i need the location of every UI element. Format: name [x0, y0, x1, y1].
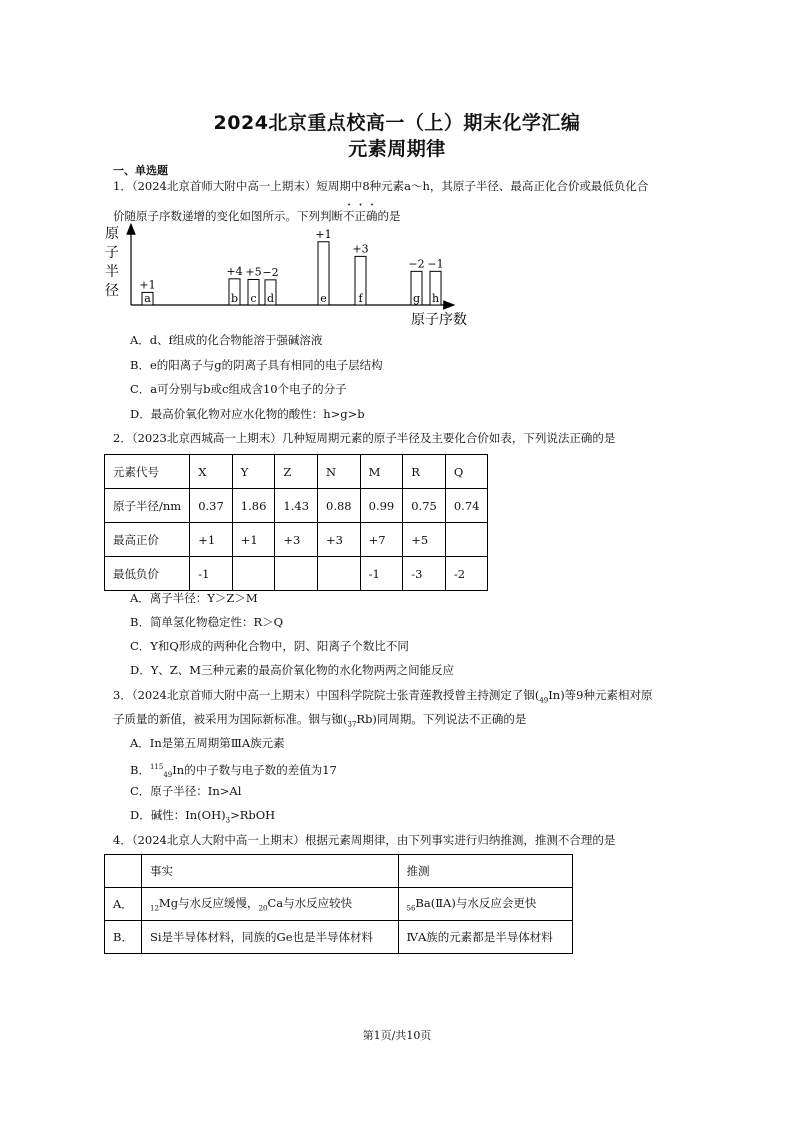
- table-cell: 0.37: [190, 489, 233, 523]
- q4-header-fact: 事实: [142, 855, 399, 888]
- table-cell: +3: [275, 523, 318, 557]
- q4-row-a-fact: $_{12}$Mg与水反应缓慢，$_{20}$Ca与水反应较快: [142, 888, 399, 921]
- table-cell: -1: [360, 557, 403, 591]
- q1-chart: [104, 220, 484, 330]
- q2-option-a: A．离子半径：Y＞Z＞M: [130, 591, 258, 605]
- q3-stem-line1: 3．（2024北京首师大附中高一上期末）中国科学院院士张青莲教授曾主持测定了铟$(_{49}In)$等9种元素相对原: [113, 688, 653, 705]
- q2-option-c: C．Y和Q形成的两种化合物中，阴、阳离子个数比不同: [130, 639, 409, 653]
- bar-category-label: d: [266, 292, 275, 305]
- table-cell: N: [318, 455, 361, 489]
- table-cell: Q: [445, 455, 488, 489]
- table-cell: [232, 557, 275, 591]
- bar-valence-label: +3: [352, 242, 369, 256]
- bar-category-label: b: [230, 292, 239, 305]
- table-cell: -2: [445, 557, 488, 591]
- bar-valence-label: −2: [408, 257, 425, 271]
- q3-option-c: C．原子半径：In>Al: [130, 784, 242, 798]
- table-cell: 最高正价: [105, 523, 190, 557]
- x-axis-label: 原子序数: [411, 312, 467, 328]
- table-cell: [318, 557, 361, 591]
- table-cell: 元素代号: [105, 455, 190, 489]
- q4-row-b-prediction: ⅣA族的元素都是半导体材料: [398, 921, 573, 954]
- page-title: 2024北京重点校高一（上）期末化学汇编: [213, 112, 581, 134]
- table-row: [105, 523, 488, 557]
- q1-stem-line1: 1．（2024北京首师大附中高一上期末）短周期中8种元素a～h，其原子半径、最高正化合价或最低负化合: [113, 179, 649, 193]
- q1-stem-line2: 价随原子序数递增的变化如图所示。下列判断不正确的是: [113, 209, 401, 223]
- table-cell: +7: [360, 523, 403, 557]
- table-cell: 0.75: [403, 489, 446, 523]
- bar-valence-label: +4: [226, 264, 243, 278]
- table-row: [105, 557, 488, 591]
- y-axis-label: 半: [105, 264, 119, 280]
- table-row: [105, 921, 573, 954]
- table-cell: 原子半径/nm: [105, 489, 190, 523]
- q1-option-b: B．e的阳离子与g的阴离子具有相同的电子层结构: [130, 358, 383, 372]
- bar-valence-label: +1: [315, 227, 332, 241]
- q3-option-d: D．碱性：$In(OH)_3>RbOH$: [130, 808, 276, 825]
- y-axis-label: 径: [105, 283, 119, 299]
- table-cell: -3: [403, 557, 446, 591]
- q2-option-b: B．简单氢化物稳定性：R＞Q: [130, 615, 284, 629]
- q4-row-a-prediction: $_{56}$Ba(ⅡA)与水反应会更快: [398, 888, 573, 921]
- section-heading: 一、单选题: [113, 164, 168, 177]
- q1-option-d: D．最高价氧化物对应水化物的酸性：h>g>b: [130, 407, 365, 421]
- q4-row-b-fact: Si是半导体材料，同族的Ge也是半导体材料: [142, 921, 399, 954]
- y-axis-label: 原: [105, 226, 119, 242]
- table-row: [105, 489, 488, 523]
- y-axis-label: 子: [105, 245, 119, 261]
- table-cell: Y: [232, 455, 275, 489]
- bar-valence-label: −1: [427, 257, 444, 271]
- bar-category-label: g: [412, 292, 421, 305]
- bar-valence-label: +1: [139, 278, 156, 292]
- table-cell: 0.74: [445, 489, 488, 523]
- table-cell: 0.88: [318, 489, 361, 523]
- q4-header-prediction: 推测: [398, 855, 573, 888]
- table-cell: +5: [403, 523, 446, 557]
- q1-option-a: A．d、f组成的化合物能溶于强碱溶液: [130, 333, 323, 347]
- bar-category-label: h: [431, 292, 440, 305]
- q4-header-blank: [105, 855, 142, 888]
- bar-category-label: c: [250, 292, 257, 305]
- q4-stem: 4．（2024北京人大附中高一上期末）根据元素周期律，由下列事实进行归纳推测，推测不合理的是: [113, 833, 616, 847]
- table-cell: -1: [190, 557, 233, 591]
- bar-category-label: e: [320, 292, 327, 305]
- q3-stem-line2: 子质量的新值，被采用为国际新标准。铟与铷$(_{37}Rb)$同周期。下列说法不正确的是: [113, 712, 527, 729]
- table-cell: +1: [232, 523, 275, 557]
- q3-option-b: B．$^{115}_{49}$In的中子数与电子数的差值为17: [130, 762, 337, 780]
- table-row: [105, 855, 573, 888]
- table-cell: 0.99: [360, 489, 403, 523]
- table-cell: R: [403, 455, 446, 489]
- table-cell: M: [360, 455, 403, 489]
- bar-category-label: a: [144, 292, 151, 305]
- bar-category-label: f: [358, 292, 363, 305]
- q2-table: [104, 454, 488, 591]
- table-cell: X: [190, 455, 233, 489]
- q1-option-c: C．a可分别与b或c组成含10个电子的分子: [130, 382, 347, 396]
- q4-table: [104, 854, 573, 954]
- page-footer: 第1页/共10页: [362, 1029, 432, 1042]
- table-cell: [275, 557, 318, 591]
- table-cell: 1.43: [275, 489, 318, 523]
- q4-row-b-label: B．: [105, 921, 142, 954]
- table-cell: 最低负价: [105, 557, 190, 591]
- table-cell: +3: [318, 523, 361, 557]
- page-subtitle: 元素周期律: [348, 138, 446, 160]
- q2-stem: 2．（2023北京西城高一上期末）几种短周期元素的原子半径及主要化合价如表，下列说法正确的是: [113, 431, 616, 445]
- q3-option-a: A．In是第五周期第ⅢA族元素: [130, 736, 285, 750]
- table-cell: 1.86: [232, 489, 275, 523]
- table-row: [105, 455, 488, 489]
- table-row: [105, 888, 573, 921]
- q4-row-a-label: A．: [105, 888, 142, 921]
- table-cell: Z: [275, 455, 318, 489]
- q2-option-d: D．Y、Z、M三种元素的最高价氧化物的水化物两两之间能反应: [130, 663, 455, 677]
- table-cell: [445, 523, 488, 557]
- bar-valence-label: +5: [245, 265, 262, 279]
- table-cell: +1: [190, 523, 233, 557]
- bar-valence-label: −2: [262, 265, 279, 279]
